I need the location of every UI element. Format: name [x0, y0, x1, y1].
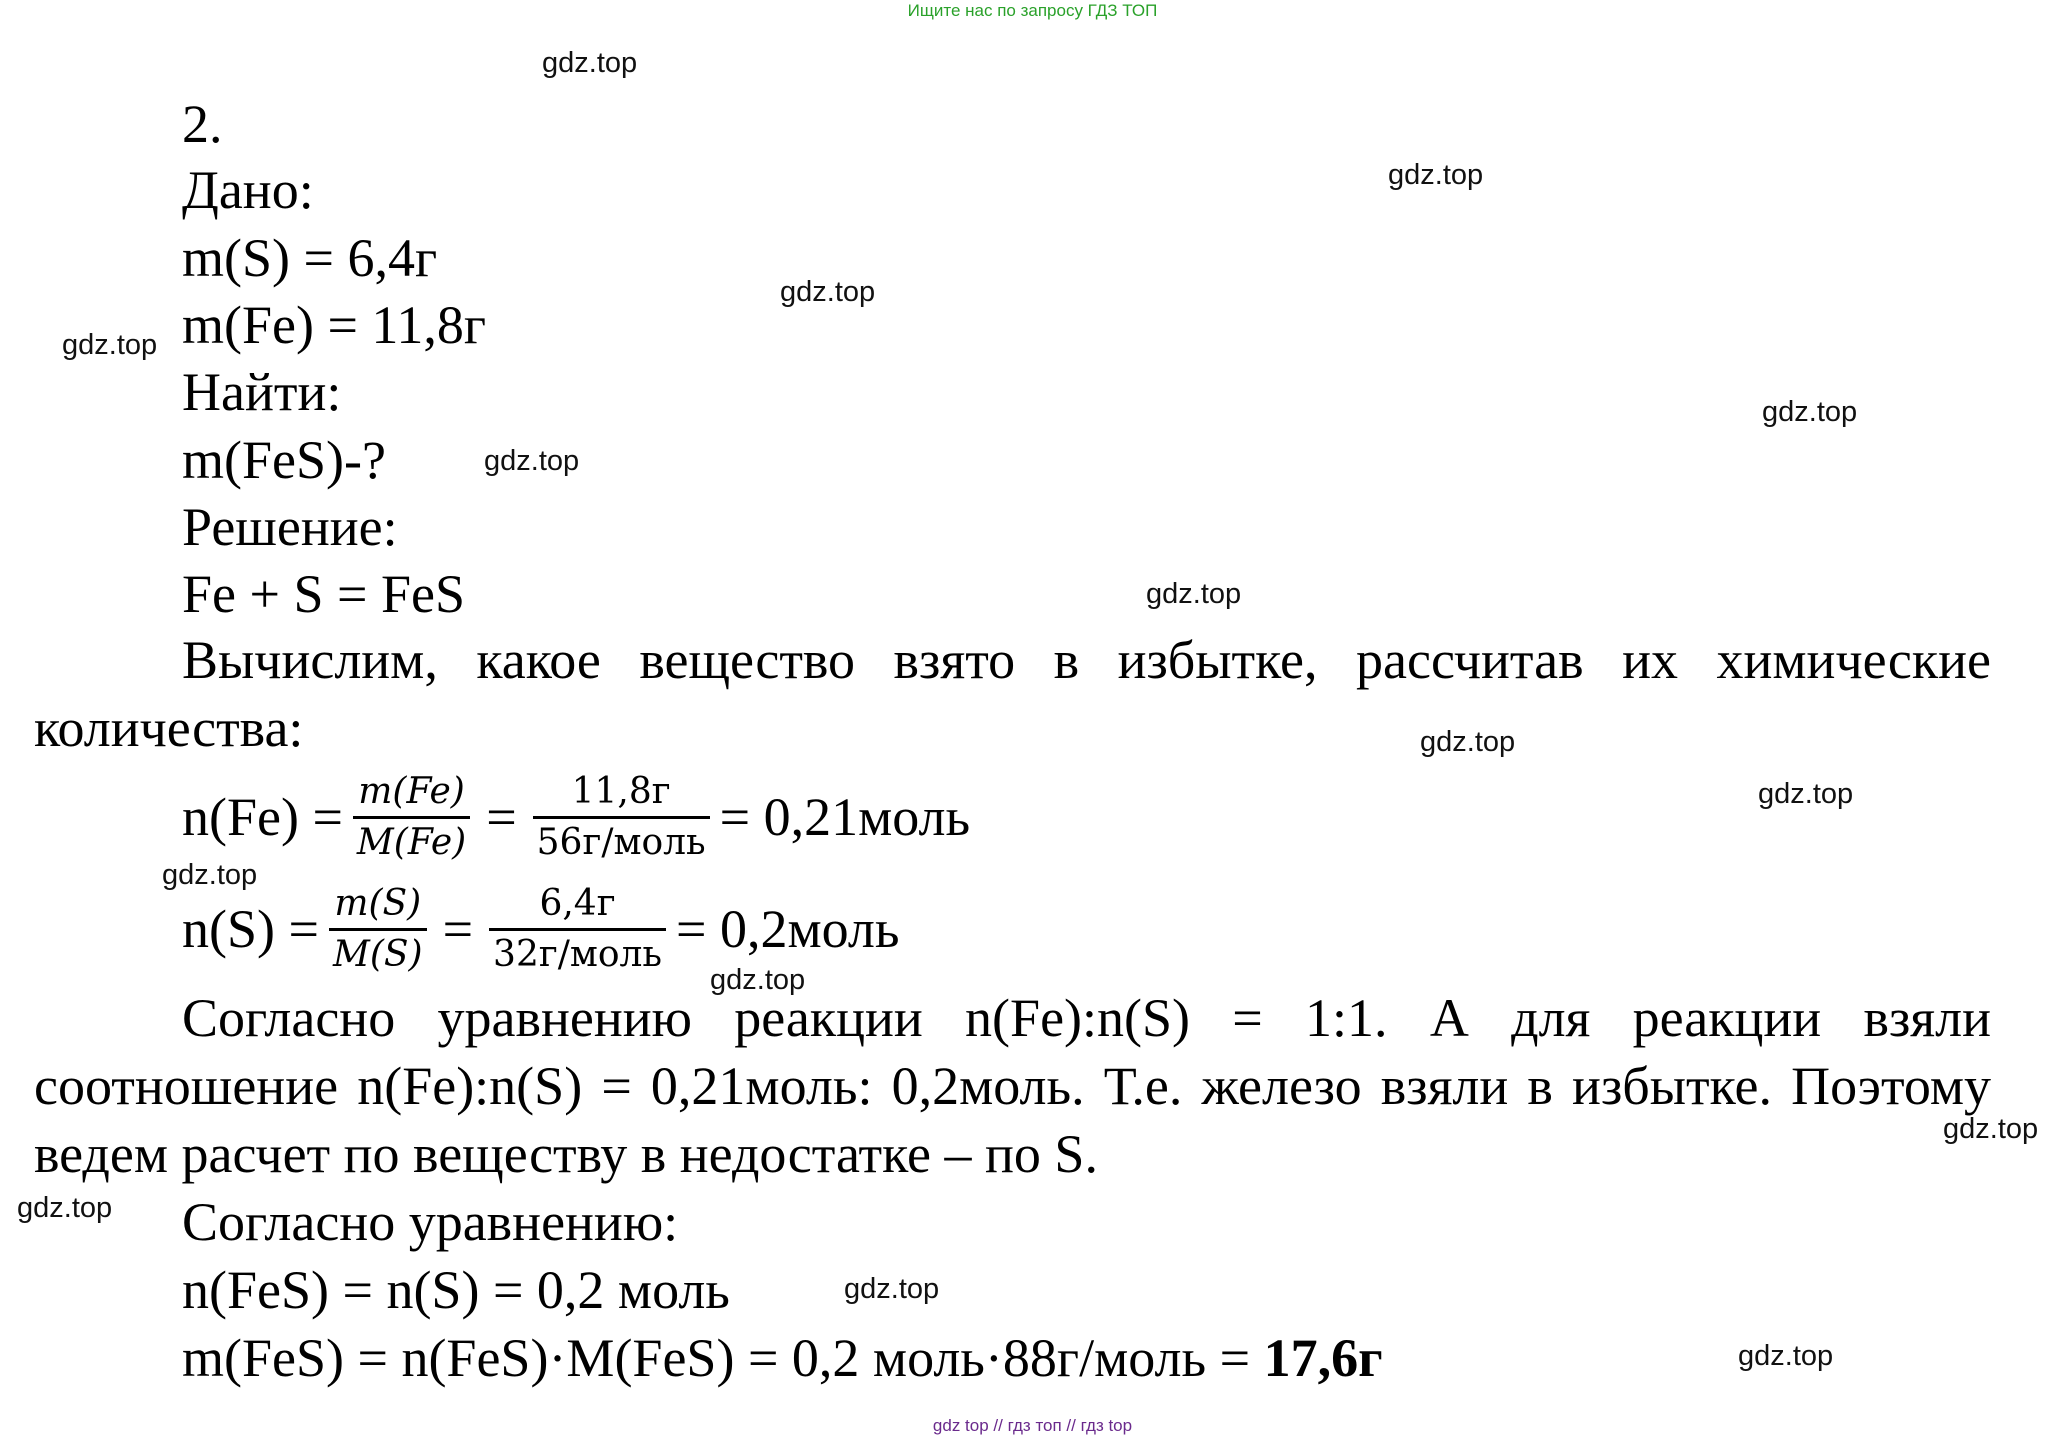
final-answer: 17,6г — [1263, 1328, 1383, 1388]
watermark: gdz.top — [162, 859, 258, 891]
top-banner: Ищите нас по запросу ГДЗ ТОП — [907, 1, 1158, 20]
calc-fe-eq: = — [486, 787, 517, 847]
calc-s-frac1-den: M(S) — [332, 933, 423, 975]
calc-fe-fraction-mass — [353, 768, 470, 867]
mfes-expression: m(FeS) = n(FeS)·M(FeS) = 0,2 моль·88г/моль = — [182, 1328, 1264, 1388]
calc-s-frac1-num: m(S) — [334, 882, 422, 924]
watermark: gdz.top — [1758, 778, 1854, 810]
watermark: gdz.top — [484, 445, 580, 477]
calc-fe-frac1-den: M(Fe) — [356, 821, 467, 863]
calc-fe-lhs: n(Fe) = — [182, 787, 343, 847]
watermark: gdz.top — [542, 47, 638, 79]
nfes-line: n(FeS) = n(S) = 0,2 моль — [182, 1260, 730, 1320]
watermark: gdz.top — [1146, 578, 1242, 610]
calc-s — [182, 874, 900, 984]
calc-s-result: = 0,2моль — [676, 899, 900, 959]
ratio-paragraph: Согласно уравнению реакции n(Fe):n(S) = 1:1. А для реакции взяли соотношение n(Fe):n(S) = 0,21моль: 0,2моль. Т.е. железо взяли в избытке. Поэтому ведем расчет по веществу в недостатке – по S. — [34, 988, 1991, 1184]
excess-paragraph: Вычислим, какое вещество взято в избытке, рассчитав их химические количества: — [34, 630, 1991, 758]
watermark: gdz.top — [1738, 1340, 1834, 1372]
calc-s-fraction-values — [489, 880, 666, 979]
calc-fe — [182, 762, 970, 872]
watermark: gdz.top — [1762, 396, 1858, 428]
calc-fe-fraction-values — [533, 768, 710, 867]
by-equation-label: Согласно уравнению: — [182, 1192, 679, 1252]
watermark: gdz.top — [1388, 159, 1484, 191]
watermark: gdz.top — [710, 964, 806, 996]
find-target: m(FeS)-? — [182, 430, 386, 490]
calc-s-lhs: n(S) = — [182, 899, 319, 959]
given-mass-iron: m(Fe) = 11,8г — [182, 295, 487, 355]
calc-fe-result: = 0,21моль — [719, 787, 971, 847]
watermark: gdz.top — [844, 1273, 940, 1305]
watermark: gdz.top — [1943, 1113, 2039, 1145]
reaction-equation: Fe + S = FeS — [182, 564, 465, 624]
find-label: Найти: — [182, 362, 342, 422]
calc-s-eq: = — [442, 899, 474, 959]
watermark: gdz.top — [1420, 726, 1516, 758]
calc-fe-frac2-den: 56г/моль — [536, 821, 706, 863]
watermark: gdz.top — [62, 329, 158, 361]
given-mass-sulfur: m(S) = 6,4г — [182, 228, 438, 288]
bottom-banner: gdz top // гдз топ // гдз top — [932, 1416, 1133, 1435]
watermark: gdz.top — [17, 1192, 113, 1224]
solution-label: Решение: — [182, 497, 398, 557]
given-label: Дано: — [182, 160, 314, 220]
calc-s-frac2-num: 6,4г — [539, 882, 616, 924]
mfes-line — [182, 1326, 1383, 1390]
calc-fe-frac2-num: 11,8г — [571, 770, 671, 812]
watermark: gdz.top — [780, 276, 876, 308]
problem-number: 2. — [182, 94, 223, 154]
calc-fe-frac1-num: m(Fe) — [358, 770, 465, 812]
calc-s-frac2-den: 32г/моль — [493, 933, 662, 975]
calc-s-fraction-mass — [329, 880, 427, 979]
